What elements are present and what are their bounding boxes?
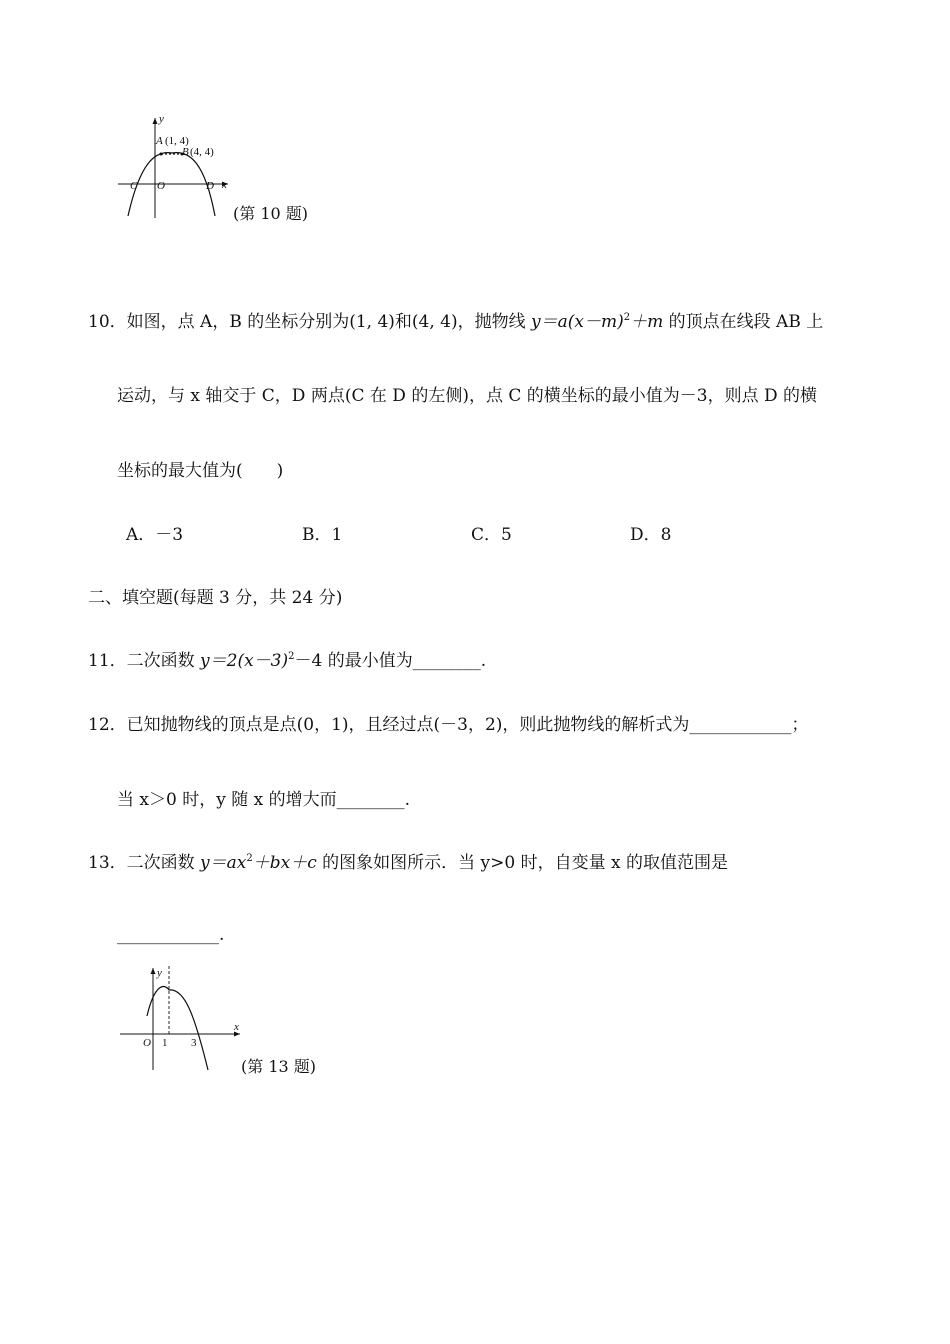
x-axis-label: x [222, 179, 227, 191]
question-13-answer-blank[interactable]: ____________. [117, 925, 225, 945]
section-title: 二、填空题(每题 3 分，共 24 分) [88, 588, 343, 608]
question-10-line1 [88, 307, 823, 332]
formula: y＝a(x－m) [531, 312, 624, 332]
question-number: 13． [88, 853, 127, 873]
tick-label-1: 1 [162, 1037, 168, 1049]
y-axis-label: y [159, 113, 164, 125]
question-text: 已知抛物线的顶点是点(0，1)，且经过点(－3，2)，则此抛物线的解析式为____________； [126, 715, 809, 735]
question-text: 二次函数 [126, 853, 201, 873]
figure-caption-q10: (第 10 题) [233, 204, 309, 223]
question-12-line2: 当 x＞0 时，y 随 x 的增大而________. [117, 790, 411, 810]
tick-label-3: 3 [191, 1037, 197, 1049]
option-d[interactable]: D．8 [630, 525, 672, 545]
exponent: 2 [623, 312, 631, 323]
question-text-tail: －4 的最小值为________. [294, 651, 487, 671]
point-b-coord: (4, 4) [190, 146, 214, 158]
y-axis-label: y [157, 967, 162, 979]
question-13-line1 [88, 848, 728, 873]
figure-q13 [115, 962, 245, 1074]
question-text-tail: 的顶点在线段 AB 上 [663, 312, 824, 332]
point-b-label: B [182, 146, 189, 158]
origin-label: O [143, 1037, 151, 1049]
formula: y＝ax [200, 853, 247, 873]
question-number: 12． [88, 715, 127, 735]
figure-caption-q13: (第 13 题) [241, 1057, 317, 1076]
point-c-label: C [130, 180, 138, 192]
question-text-tail: 的图象如图所示．当 y>0 时，自变量 x 的取值范围是 [316, 853, 729, 873]
figure-q10 [110, 108, 235, 223]
point-a-coord: (1, 4) [165, 135, 189, 147]
parabola-graph-q10 [110, 108, 235, 223]
question-text: 二次函数 [126, 651, 201, 671]
formula: y＝2(x－3) [200, 651, 289, 671]
option-b[interactable]: B．1 [302, 525, 343, 545]
question-number: 10． [88, 312, 127, 332]
question-10-line3: 坐标的最大值为( ) [117, 461, 284, 481]
exponent: 2 [288, 651, 295, 662]
question-number: 11． [88, 651, 127, 671]
exponent: 2 [246, 853, 253, 864]
point-a-label: A [156, 135, 163, 147]
question-12-line1 [88, 710, 808, 735]
question-10-line2: 运动，与 x 轴交于 C，D 两点(C 在 D 的左侧)，点 C 的横坐标的最小值为－3，则点 D 的横 [117, 386, 818, 406]
formula-tail: ＋bx＋c [252, 853, 317, 873]
origin-label: O [157, 180, 165, 192]
option-a[interactable]: A．－3 [126, 525, 184, 545]
point-d-label: D [206, 180, 214, 192]
x-axis-label: x [234, 1021, 239, 1033]
formula-tail: ＋m [630, 312, 664, 332]
option-c[interactable]: C．5 [471, 525, 512, 545]
question-text: 如图，点 A，B 的坐标分别为(1, 4)和(4, 4)，抛物线 [126, 312, 532, 332]
question-11 [88, 646, 486, 671]
parabola-graph-q13 [115, 962, 245, 1074]
